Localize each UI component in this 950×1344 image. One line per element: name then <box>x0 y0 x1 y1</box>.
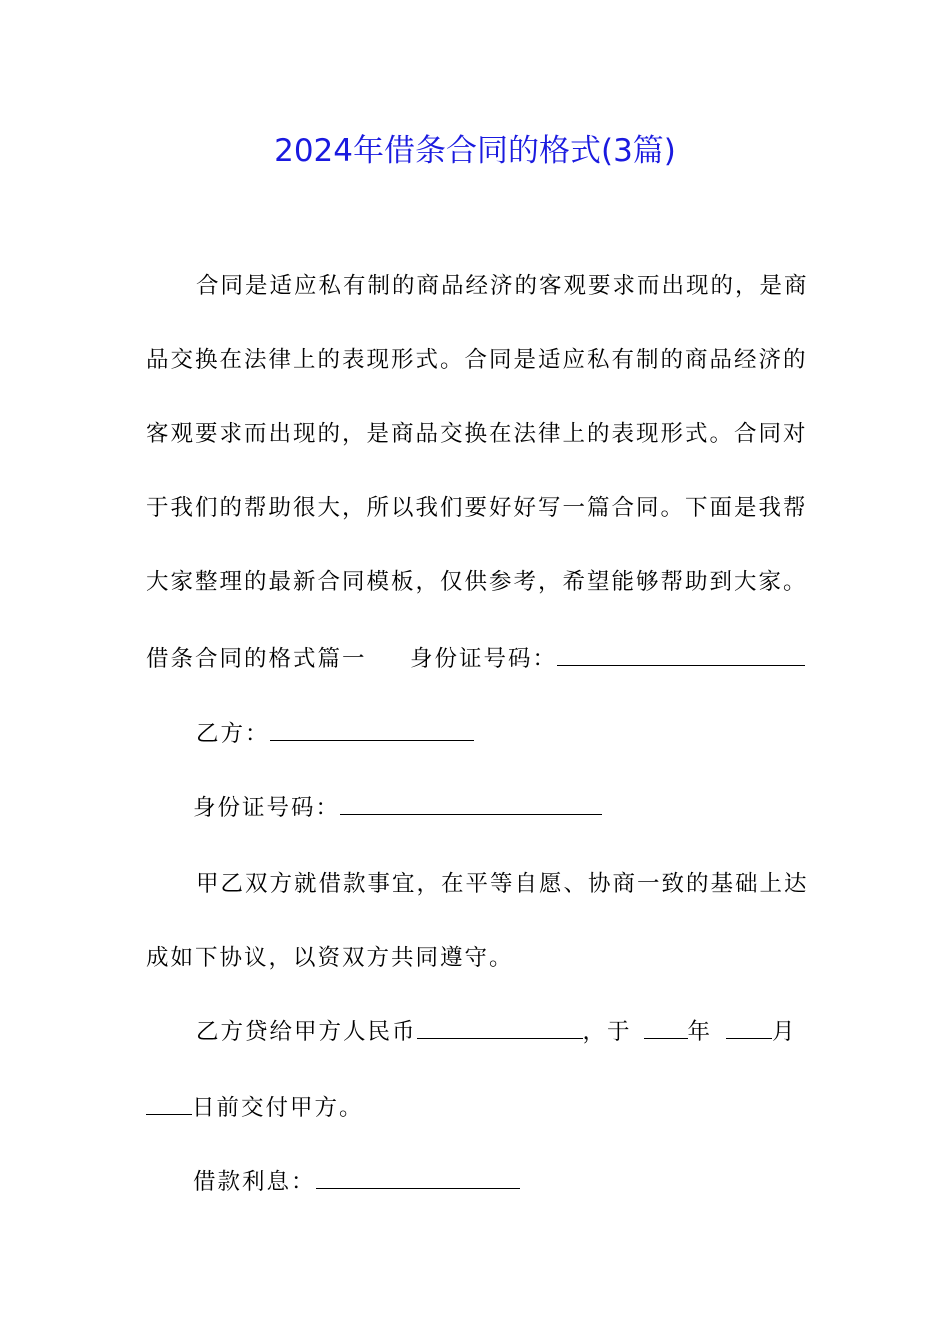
loan-day-text: 日前交付甲方。 <box>192 1095 364 1121</box>
loan-amount-label: 乙方贷给甲方人民币 <box>196 1019 417 1045</box>
party-b-row <box>196 716 474 752</box>
id-number-row-1 <box>410 641 805 677</box>
loan-year-blank <box>644 1016 688 1039</box>
agreement-line-2: 成如下协议，以资双方共同遵守。 <box>146 945 514 971</box>
loan-amount-blank <box>417 1016 583 1039</box>
loan-day-row <box>146 1090 364 1126</box>
section-heading: 借条合同的格式篇一 <box>146 646 367 672</box>
loan-day-blank <box>146 1092 192 1115</box>
intro-line-1: 合同是适应私有制的商品经济的客观要求而出现的，是商 <box>196 273 809 299</box>
loan-date-prefix: ，于 <box>582 1019 632 1045</box>
agreement-line-1: 甲乙双方就借款事宜，在平等自愿、协商一致的基础上达 <box>196 871 809 897</box>
loan-year-label: 年 <box>687 1019 713 1045</box>
intro-line-2: 品交换在法律上的表现形式。合同是适应私有制的商品经济的 <box>146 347 808 373</box>
intro-line-5: 大家整理的最新合同模板，仅供参考，希望能够帮助到大家。 <box>146 569 808 595</box>
id-number-blank <box>340 792 602 815</box>
interest-blank <box>316 1166 520 1189</box>
interest-label: 借款利息： <box>193 1169 316 1195</box>
section-heading-row <box>146 641 367 677</box>
id-number-row-2 <box>193 790 602 826</box>
party-b-label: 乙方： <box>196 721 270 747</box>
intro-line-3: 客观要求而出现的，是商品交换在法律上的表现形式。合同对 <box>146 421 808 447</box>
id-number-label: 身份证号码： <box>193 795 341 821</box>
intro-line-4: 于我们的帮助很大，所以我们要好好写一篇合同。下面是我帮 <box>146 495 808 521</box>
id-number-blank <box>557 643 805 666</box>
interest-row <box>193 1164 520 1200</box>
party-b-blank <box>270 718 474 741</box>
id-number-label: 身份证号码： <box>410 646 558 672</box>
loan-amount-row <box>196 1014 797 1050</box>
loan-month-label: 月 <box>772 1019 797 1045</box>
document-title: 2024年借条合同的格式(3篇) <box>274 133 676 169</box>
loan-month-blank <box>726 1016 772 1039</box>
